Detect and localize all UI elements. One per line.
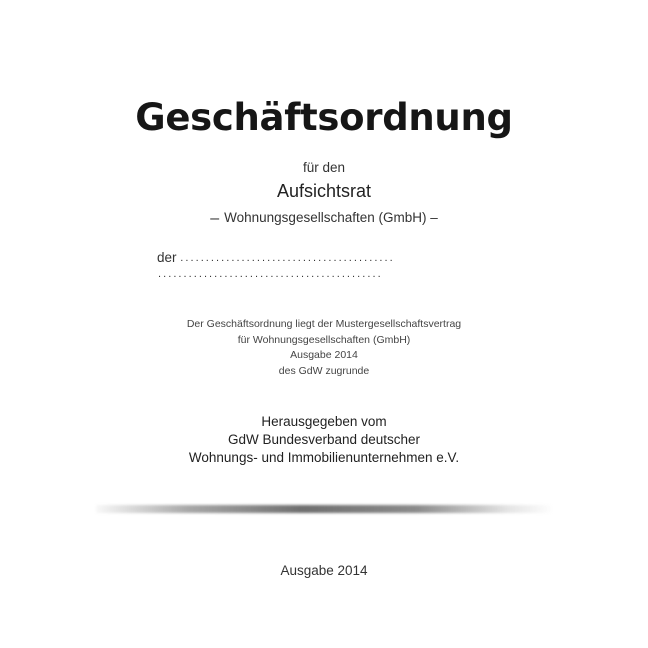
der-label: der: [157, 250, 177, 265]
publisher-line: GdW Bundesverband deutscher: [227, 432, 421, 447]
subtitle-lead-dash: –: [210, 210, 220, 227]
for-label: für den: [302, 160, 346, 175]
publisher-line: Wohnungs- und Immobilienunternehmen e.V.: [188, 450, 460, 465]
der-fill-dots: ..........................................: [180, 252, 395, 264]
subtitle-text: Wohnungsgesellschaften (GmbH) –: [224, 210, 438, 225]
subtitle: [0, 210, 648, 228]
publisher-block: [0, 413, 648, 467]
document-title: Geschäftsordnung: [135, 96, 513, 139]
second-fill-line: [158, 266, 383, 281]
note-line: Ausgabe 2014: [290, 349, 358, 361]
divider-rule: [96, 505, 554, 513]
edition-label: Ausgabe 2014: [280, 563, 368, 578]
second-fill-dots: ............................................: [158, 268, 383, 280]
body-name: Aufsichtsrat: [276, 181, 372, 201]
template-note: [0, 317, 648, 379]
der-fill-line: [157, 250, 395, 265]
publisher-line: Herausgegeben vom: [261, 414, 387, 429]
note-line: des GdW zugrunde: [278, 364, 370, 377]
note-line: Der Geschäftsordnung liegt der Mustergesellschaftsvertrag: [186, 318, 462, 330]
note-line: für Wohnungsgesellschaften (GmbH): [237, 333, 411, 346]
